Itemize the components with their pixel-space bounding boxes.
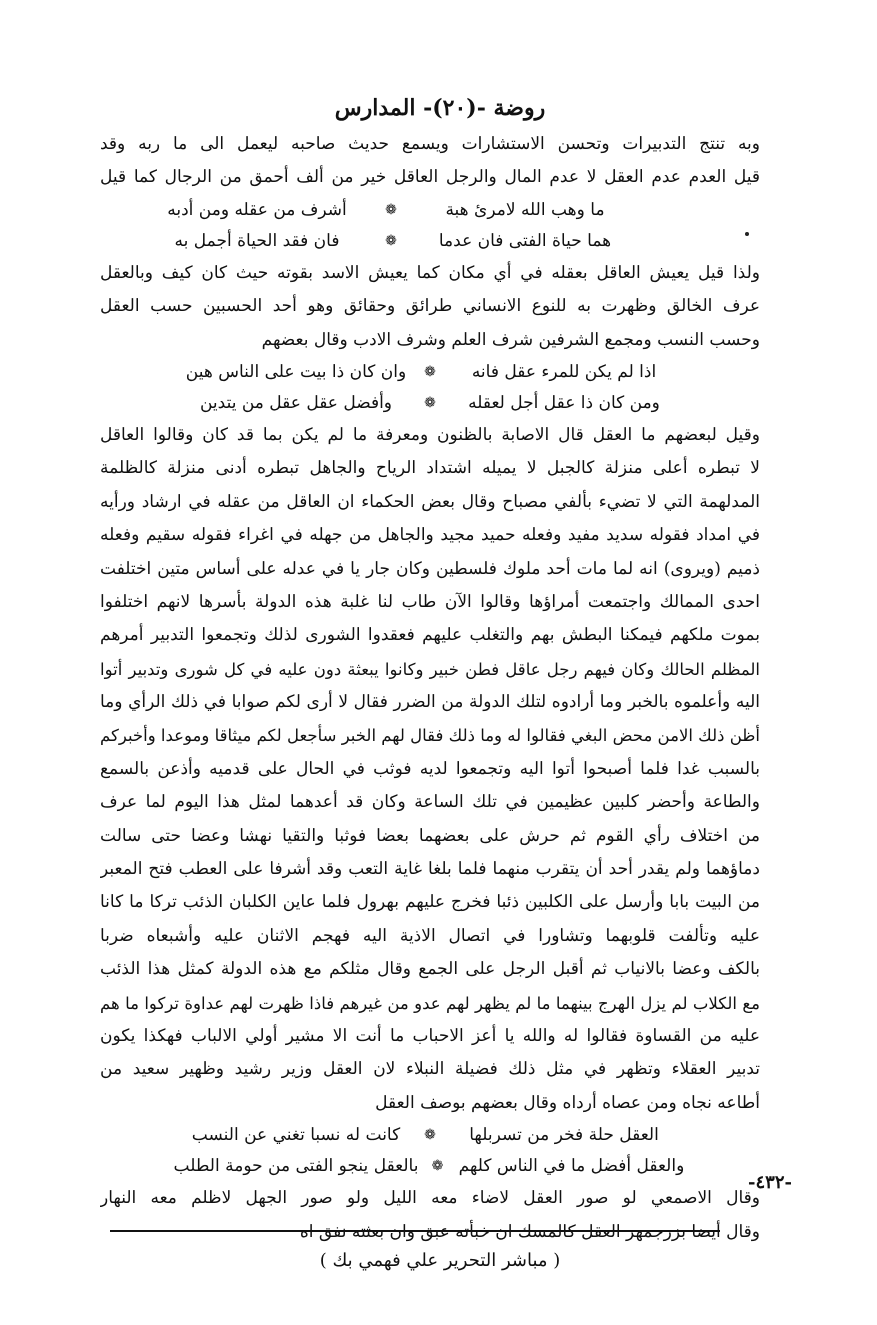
text-line: من البيت بابا وأرسل على الكلبين ذئبا فخرج عليهم بهرول فلما عاين الكلبان الذئب تركا ما كانا	[100, 892, 760, 913]
verse-line	[100, 1120, 760, 1151]
text-line: مع الكلاب لم يزل الهرج بينهما ما لم يظهر لهم عدو من غيرهم فاذا ظهرت لهم عداوة تركوا ما هم	[100, 993, 760, 1013]
verse-first-hemistich: والعقل أفضل ما في الناس كلهم	[458, 1156, 685, 1177]
text-line: تدبير العقلاء وتظهر في مثل ذلك فضيلة النبلاء لان العقل وزير رشيد وظهير سعيد من	[100, 1059, 760, 1080]
verse-second-hemistich: بالعقل ينجو الفتى من حومة الطلب	[173, 1156, 419, 1177]
verse-line	[100, 195, 760, 226]
verse-first-hemistich: اذا لم يكن للمرء عقل فانه	[471, 361, 657, 382]
text-line: ذميم (ويروى) انه لما مات أحد ملوك فلسطين وكان جار يا في عدله على أساس متين اختلفت	[100, 558, 760, 579]
text-line: دماؤهما ولم يقدر أحد أن يتقرب منهما فلما بلغا غاية التعب وقد أشرفا على العطب فتح المعبر	[100, 859, 760, 880]
text-line: في امداد فقوله سديد مفيد وفعله حميد مجيد والجاهل من جهله في اغراء فقوله سقيم وفعله	[100, 525, 760, 546]
text-line: المظلم الحالك وكان فيهم رجل عاقل فطن خبير وكانوا يبعثة دون عليه في كل شورى وتدبير أتوا	[100, 659, 760, 679]
text-line: وبه تنتج التدبيرات وتحسن الاستشارات ويسمع حديث صاحبه ليعمل الى ما ربه وقد	[100, 134, 760, 154]
verse-first-hemistich: هما حياة الفتى فان عدما	[438, 230, 612, 251]
text-line: بموت ملكهم فيمكنا البطش بهم والتغلب عليهم فعقدوا الشورى لذلك وتجمعوا التدبير أمرهم	[100, 625, 760, 646]
page-number: -٤٣٢-	[748, 1172, 792, 1193]
verse-second-hemistich: وأفضل عقل عقل من يتدين	[199, 392, 393, 413]
footer-credit: ( مباشر التحرير علي فهمي بك )	[319, 1250, 561, 1271]
text-line: اليه وأعلموه بالخبر وما أرادوه لتلك الدولة من الضرر فقال لا أرى لكم صوابا في ذلك الرأي وما	[100, 692, 760, 713]
verse-separator-icon: ❁	[431, 1158, 444, 1175]
text-line: بالكف وعضا بالانياب ثم أقبل الرجل على الجمع وقال مثلكم مع هذه الدولة كمثل هذا الذئب	[100, 959, 760, 980]
text-line: وقيل لبعضهم ما العقل قال الاصابة بالظنون ومعرفة ما لم يكن بما قد كان وقالوا العاقل	[100, 424, 760, 445]
text-line: لا تبطره أعلى منزلة كالجبل لا يميله اشتداد الرياح والجاهل تبطره أدنى منزلة كالظلمة	[100, 458, 760, 479]
verse-second-hemistich: كانت له نسبا تغني عن النسب	[191, 1125, 401, 1146]
verse-second-hemistich: فان فقد الحياة أجمل به	[174, 230, 340, 251]
verse-line	[100, 226, 760, 257]
verse-second-hemistich: وان كان ذا بيت على الناس هين	[185, 361, 407, 382]
verse-first-hemistich: ومن كان ذا عقل أجل لعقله	[468, 392, 660, 413]
page-header: روضة -(٢٠)- المدارس	[334, 95, 546, 121]
text-line: أظن ذلك الامن محض البغي فقالوا له وما ذلك فقال لهم الخبر سأجعل لكم ميثاقا وموعدا وأخبركم	[100, 726, 760, 746]
text-line: عليه من القساوة فقالوا له والله يا أعز الاحباب ما أنت الا مشير أولي الالباب فهكذا يكون	[100, 1025, 760, 1046]
text-line: المدلهمة التي لا تضيء بألفي مصباح وقال بعض الحكماء ان العاقل من عقله في ارشاد ورأيه	[100, 491, 760, 512]
verse-separator-icon: ❁	[424, 363, 436, 380]
text-line: أطاعه نجاه ومن عصاه أرداه وقال بعضهم بوصف العقل	[375, 1092, 760, 1113]
verse-line	[100, 388, 760, 419]
verse-line	[100, 1151, 760, 1182]
text-line: عليه وتألفت قلوبهما وتشاورا في اتصال الاذية اليه فهجم الاثنان عليه وأشبعاه ضربا	[100, 925, 760, 946]
verse-separator-icon: ❁	[385, 201, 397, 218]
text-line: وقال أيضا بزرجمهر العقل كالمسك ان خبأته عبق وان بعثته نفق اه	[299, 1221, 760, 1242]
footer-rule	[110, 1230, 720, 1232]
text-line: والطاعة وأحضر كلبين عظيمين في تلك الساعة وكان قد أعدهما لمثل هذا اليوم لما عرف	[100, 792, 760, 813]
text-line: ولذا قيل يعيش العاقل بعقله في أي مكان كما يعيش الاسد بقوته حيث كان كيف وبالعقل	[100, 262, 760, 283]
verse-second-hemistich: أشرف من عقله ومن أدبه	[167, 199, 347, 220]
verse-separator-icon: ❁	[385, 232, 397, 249]
text-line: عرف الخالق وظهرت به للنوع الانساني طرائق وحقائق وهو أحد الحسبين حسب العقل	[100, 296, 760, 317]
verse-first-hemistich: ما وهب الله لامرئ هبة	[445, 199, 605, 220]
text-line: من اختلاف رأي القوم ثم حرش على بعضهما بعضا فوثبا والتقيا نهشا وعضا حتى سالت	[100, 825, 760, 846]
verse-first-hemistich: العقل حلة فخر من تسربلها	[469, 1125, 659, 1146]
verse-separator-icon: ❁	[424, 394, 436, 411]
text-line: بالسبب غدا فلما أصبحوا أتوا اليه وتجمعوا لديه فوثب في الحال على قدميه وأذعن بالسمع	[100, 758, 760, 779]
text-line: وحسب النسب ومجمع الشرفين شرف العلم وشرف الادب وقال بعضهم	[261, 329, 760, 350]
text-line: وقال الاصمعي لو صور العقل لاضاء معه الليل ولو صور الجهل لاظلم معه النهار	[100, 1188, 760, 1209]
text-line: قيل العدم عدم العقل لا عدم المال والرجل العاقل خير من ألف أحمق من الرجال كما قيل	[100, 167, 760, 188]
ink-speck	[745, 232, 749, 236]
verse-line	[100, 357, 760, 388]
body-text	[100, 128, 760, 1249]
text-line: احدى الممالك واجتمعت أمراؤها وقالوا الآن طاب لنا غلبة هذه الدولة بأسرها لانهم اختلفوا	[100, 591, 760, 612]
verse-separator-icon: ❁	[424, 1127, 436, 1144]
